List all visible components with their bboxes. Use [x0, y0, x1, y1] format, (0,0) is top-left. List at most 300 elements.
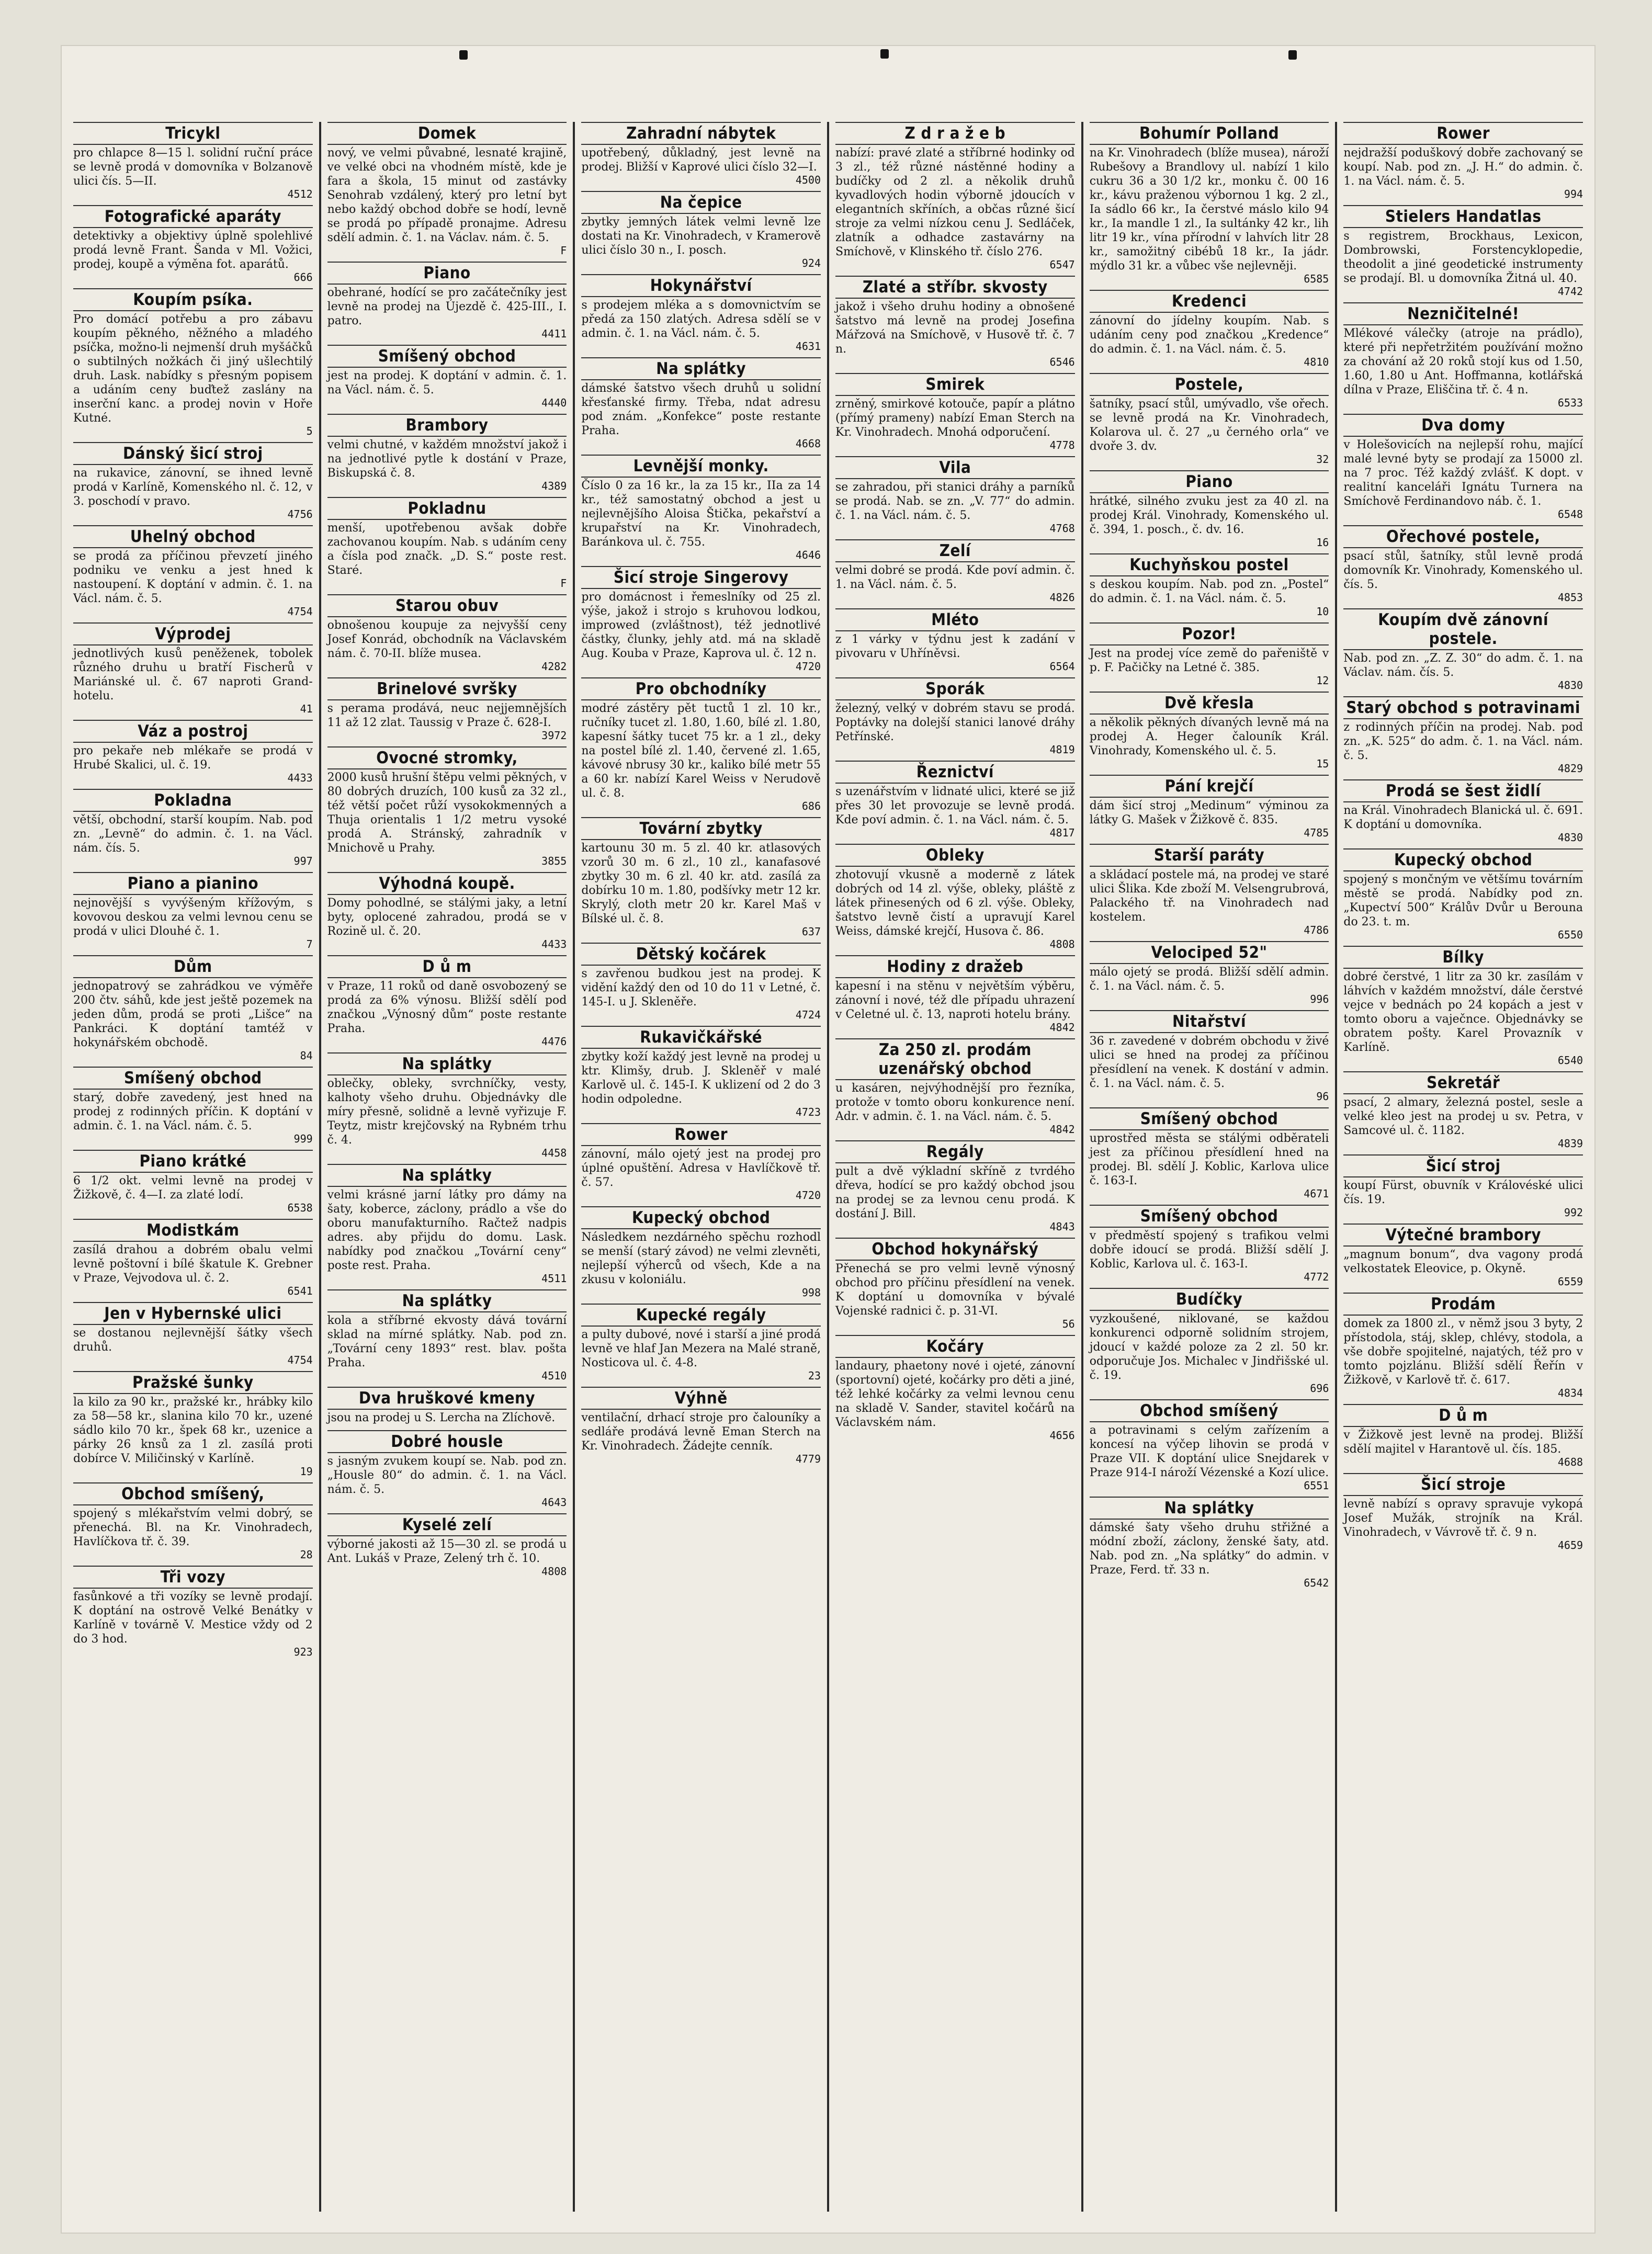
ad-text: z 1 várky v týdnu jest k zadání v pivovaru v Uhříněvsi.	[835, 633, 1075, 660]
ad-number: 923	[293, 1646, 313, 1658]
ad-number: 4754	[287, 1354, 313, 1366]
ad-text: levně nabízí s opravy spravuje vykopá Josef Mužák, strojník na Král. Vinohradech, v Vávrově tř. č. 9 n.	[1343, 1498, 1583, 1539]
ad-title: Sporák	[835, 677, 1075, 700]
classified-ad	[581, 677, 821, 812]
ad-number: 4742	[1557, 285, 1583, 298]
classified-ad	[327, 594, 567, 672]
ad-text: s jasným zvukem koupí se. Nab. pod zn. „Housle 80“ do admin. č. 1. na Václ. nám. č. 5.	[327, 1455, 567, 1496]
classified-ad	[1090, 553, 1329, 617]
ad-number: 6585	[1304, 273, 1329, 285]
ad-number: 15	[1316, 757, 1329, 770]
classified-ad	[1090, 1399, 1329, 1491]
ad-text: dobré čerstvé, 1 litr za 30 kr. zasílám v láhvích v každém množství, dále čerstvé vejce v bednách po 24 kopách a jest v tomto oboru a vaječnce. Objednávky se obratem pošty. Karel Provazník v Karlíně.	[1343, 970, 1583, 1054]
ad-text: ventilační, drhací stroje pro čalouníky a sedláře prodává levně Eman Sterch na Kr. Vinohradech. Žádejte cenník.	[581, 1411, 821, 1453]
ad-title: Z d r a ž e b	[835, 122, 1075, 145]
ad-text: la kilo za 90 kr., pražské kr., hrábky kilo za 58—58 kr., slanina kilo 70 kr., uzené sádlo kilo 70 kr., špek 68 kr., uzenice a párky 26 knsů za 1 zl. zasílá proti dobírce V. Miličinský v Karlíně.	[73, 1396, 313, 1465]
classified-ad	[1343, 608, 1583, 691]
ad-number: 4458	[541, 1147, 567, 1159]
ad-title: Obleky	[835, 844, 1075, 867]
ad-text: modré zástěry pět tuctů 1 zl. 10 kr., ručníky tucet zl. 1.80, 1.60, bílé zl. 1.80, kapesní šátky tucet 75 kr. a 1 zl., deky na postel bílé zl. 1.40, červené zl. 1.65, kávové nbrusy 30 kr., kaliko bílé metr 55 a 60 kr. nabízí Karel Weiss v Nerudově ul. č. 8.	[581, 702, 821, 800]
classified-ad	[1343, 414, 1583, 520]
classified-ad	[1343, 946, 1583, 1066]
ad-number: 4656	[1049, 1429, 1075, 1442]
binding-hole	[880, 49, 889, 59]
binding-hole	[459, 50, 468, 60]
classified-ad	[73, 122, 313, 200]
ad-title: Ovocné stromky,	[327, 746, 567, 769]
ad-text: nejdražší poduškový dobře zachovaný se koupí. Nab. pod zn. „J. H.“ do admin. č. 1. na Václ. nám. č. 5.	[1343, 146, 1583, 188]
ad-text: psací stůl, šatníky, stůl levně prodá domovník Kr. Vinohrady, Komenského ul. čís. 5.	[1343, 550, 1583, 591]
ad-title: Kupecké regály	[581, 1304, 821, 1327]
ad-number: 4785	[1304, 826, 1329, 839]
classified-ad	[581, 122, 821, 186]
ad-number: 4853	[1557, 591, 1583, 604]
classified-ad	[327, 1513, 567, 1577]
ad-text: jsou na prodej u S. Lercha na Zlíchově.	[327, 1411, 556, 1424]
ad-text: 2000 kusů hrušní štěpu velmi pěkných, v 80 dobrých druzích, 100 kusů za 32 zl., též větší počet růží vysokokmenných a Thuja orientalis 1 1/2 metru vysoké prodá A. Stránský, zahradník v Mnichově u Prahy.	[327, 771, 567, 855]
ad-number: 6542	[1304, 1577, 1329, 1589]
ad-text: psací, 2 almary, železná postel, sesle a velké kleo jest na prodej u sv. Petra, v Samcové ul. č. 1182.	[1343, 1096, 1583, 1137]
classified-ads-grid	[67, 122, 1589, 2212]
ad-text: „magnum bonum“, dva vagony prodá velkostatek Eleovice, p. Okyně.	[1343, 1248, 1583, 1275]
ad-number: 4433	[541, 938, 567, 950]
ad-number: 6540	[1557, 1054, 1583, 1067]
ad-text: s perama prodává, neuc nejjemnějších 11 až 12 zlat. Taussig v Praze č. 628-I.	[327, 702, 567, 729]
classified-ad	[835, 761, 1075, 839]
ad-title: Na splátky	[327, 1164, 567, 1187]
ad-title: Zahradní nábytek	[581, 122, 821, 145]
ad-number: 696	[1310, 1382, 1329, 1395]
ad-number: 6551	[1304, 1479, 1329, 1492]
classified-ad	[73, 525, 313, 617]
ad-number: 4511	[541, 1272, 567, 1285]
ad-title: Na splátky	[1090, 1497, 1329, 1520]
ad-text: se dostanou nejlevnější šátky všech druhů.	[73, 1327, 313, 1354]
classified-ad	[581, 455, 821, 561]
ad-number: 6564	[1049, 660, 1075, 673]
classified-ad	[581, 1026, 821, 1118]
classified-ad	[1090, 622, 1329, 686]
ad-title: Smirek	[835, 373, 1075, 396]
ad-text: z rodinných příčin na prodej. Nab. pod zn. „K. 525“ do adm. č. 1. na Václ. nám. č. 5.	[1343, 721, 1583, 762]
ad-title: Regály	[835, 1140, 1075, 1163]
ad-title: Dva hruškové kmeny	[327, 1387, 567, 1410]
classified-ad	[1343, 525, 1583, 603]
classified-ad	[1343, 205, 1583, 297]
ad-number: 4720	[795, 660, 821, 673]
ad-column	[573, 122, 827, 2212]
classified-ad	[581, 817, 821, 937]
ad-title: Sekretář	[1343, 1071, 1583, 1094]
classified-ad	[835, 1238, 1075, 1330]
ad-text: detektivky a objektivy úplně spolehlivé prodá levně Frant. Šanda v Ml. Vožici, prodej, koupě a výměna fot. aparátů.	[73, 230, 313, 271]
classified-ad	[1090, 470, 1329, 548]
ad-number: 4834	[1557, 1387, 1583, 1399]
ad-number: 4810	[1304, 356, 1329, 368]
ad-text: hrátké, silného zvuku jest za 40 zl. na prodej Král. Vinohrady, Komenského ul. č. 394, 1. posch., č. dv. 16.	[1089, 495, 1329, 536]
ad-title: Piano	[327, 262, 567, 285]
classified-ad	[1090, 290, 1329, 368]
ad-text: oblečky, obleky, svrchníčky, vesty, kalhoty všeho druhu. Objednávky dle míry přesně, solidně a levně vyřizuje F. Teytz, mistr krejčovský na Rybném trhu č. 4.	[327, 1077, 567, 1147]
ad-number: 637	[801, 925, 821, 938]
classified-ad	[73, 1219, 313, 1297]
ad-text: málo ojetý se prodá. Bližší sdělí admin. č. 1. na Václ. nám. č. 5.	[1089, 966, 1329, 993]
ad-number: 10	[1316, 605, 1329, 618]
ad-number: 4772	[1304, 1271, 1329, 1283]
ad-number: 3855	[541, 855, 567, 867]
ad-title: Šicí stroje	[1343, 1473, 1583, 1496]
ad-title: Prodá se šest židlí	[1343, 779, 1583, 802]
ad-text: a potravinami s celým zařízením a koncesí na výčep lihovin se prodá v Praze VII. K doptání ulice Snejdarek v Praze 914-I nároží Vézenské a Kozí ulice.	[1089, 1424, 1329, 1479]
ad-text: landaury, phaetony nové i ojeté, zánovní (sportovní) ojeté, kočárky pro děti a jiné, též lehké kočárky za velmi levnou cenu na skladě V. Sander, stavitel kočárů na Václavském nám.	[835, 1360, 1075, 1429]
classified-ad	[835, 539, 1075, 603]
ad-text: Pro domácí potřebu a pro zábavu koupím pěkného, něžného a mladého psíčka, možno-li nejmenší druh myšáčků o subtilných nožkách či jiný ušlechtilý druh. Lask. nabídky s přesným popisem a udáním ceny buďtež zaslány na inserční kanc. a prodej novin v Hoře Kutné.	[73, 313, 313, 425]
ad-number: 4282	[541, 660, 567, 673]
ad-title: D ů m	[1343, 1404, 1583, 1427]
ad-text: fasůnkové a tři vozíky se levně prodají. K doptání na ostrově Velké Benátky v Karlíně v továrně V. Mestice vždy od 2 do 3 hod.	[73, 1590, 313, 1646]
ad-title: Budíčky	[1090, 1288, 1329, 1311]
classified-ad	[327, 1387, 567, 1425]
ad-number: 4643	[541, 1496, 567, 1509]
ad-text: pro domácnost i řemeslníky od 25 zl. výše, jakož i strojo s kruhovou lodkou, improwed (zvláštnost), též jednotlivé částky, člunky, jehly atd. má na skladě Aug. Kouba v Praze, Kaprova ul. č. 12 n.	[581, 591, 821, 660]
ad-title: Pozor!	[1090, 622, 1329, 645]
ad-title: Šicí stroje Singerovy	[581, 566, 821, 589]
ad-text: pro pekaře neb mlékaře se prodá v Hrubé Skalici, ul. č. 19.	[73, 744, 313, 772]
ad-number: 4476	[541, 1035, 567, 1048]
ad-number: 19	[300, 1465, 313, 1478]
ad-number: 4411	[541, 327, 567, 340]
ad-number: 4646	[795, 549, 821, 561]
ad-text: velmi krásné jarní látky pro dámy na šaty, koberce, záclony, prádlo a vše do oboru manufakturního. Račtež nadpis adres. aby přijdu do domu. Lask. nabídky pod značkou „Tovární ceny“ poste rest. Praha.	[327, 1188, 567, 1272]
classified-ad	[1090, 941, 1329, 1005]
classified-ad	[73, 789, 313, 867]
classified-ad	[73, 1067, 313, 1145]
ad-number: 4688	[1557, 1456, 1583, 1468]
classified-ad	[73, 1566, 313, 1658]
classified-ad	[73, 205, 313, 283]
ad-number: 96	[1316, 1090, 1329, 1103]
classified-ad	[73, 288, 313, 437]
ad-number: 4659	[1557, 1539, 1583, 1551]
ad-text: Mlékové válečky (atroje na prádlo), které při nepřetržitém používání možno za chování až 20 roků stojí kus od 1.50, 1.60, 1.80 u Ant. Hoffmanna, kotlářská dílna v Praze, Eliščina tř. č. 4 n.	[1343, 327, 1583, 397]
ad-title: Tricykl	[73, 122, 313, 145]
ad-number: 6559	[1557, 1275, 1583, 1288]
ad-text: obehrané, hodící se pro začátečníky jest levně na prodej na Újezdě č. 425-III., I. patro.	[327, 286, 567, 327]
ad-number: 4768	[1049, 522, 1075, 535]
classified-ad	[835, 677, 1075, 755]
ad-number: 4778	[1049, 439, 1075, 451]
classified-ad	[1090, 844, 1329, 936]
classified-ad	[581, 357, 821, 449]
ad-title: Starou obuv	[327, 594, 567, 617]
ad-text: u kasáren, nejvýhodnější pro řezníka, protože v tomto oboru konkurence není. Adr. v admin. č. 1. na Václ. nám. č. 5.	[835, 1082, 1075, 1123]
ad-title: Smíšený obchod	[1090, 1107, 1329, 1130]
classified-ad	[581, 1304, 821, 1381]
ad-number: 666	[293, 271, 313, 284]
ad-title: Obchod smíšený	[1090, 1399, 1329, 1422]
ad-number: 28	[300, 1548, 313, 1561]
ad-title: Řeznictví	[835, 761, 1075, 784]
ad-text: Domy pohodlné, se stálými jaky, a letní byty, oplocené zahradou, prodá se v Rozině ul. č. 20.	[327, 897, 567, 938]
ad-text: jest na prodej. K doptání v admin. č. 1. na Václ. nám. č. 5.	[327, 369, 567, 397]
ad-text: větší, obchodní, starší koupím. Nab. pod zn. „Levně“ do admin. č. 1. na Václ. nám. čís. 5.	[73, 813, 313, 855]
ad-title: Piano krátké	[73, 1150, 313, 1173]
ad-title: Dva domy	[1343, 414, 1583, 437]
ad-title: Na čepice	[581, 191, 821, 214]
ad-title: Kupecký obchod	[1343, 848, 1583, 871]
classified-ad	[1343, 1293, 1583, 1399]
ad-number: 4723	[795, 1106, 821, 1118]
ad-title: Dánský šicí stroj	[73, 442, 313, 465]
ad-text: koupí Fürst, obuvník v Královéské ulici čís. 19.	[1343, 1179, 1583, 1206]
ad-text: na rukavice, zánovní, se ihned levně prodá v Karlíně, Komenského nl. č. 12, v 3. poschodí v pravo.	[73, 467, 313, 508]
ad-text: dámské šatstvo všech druhů u solidní křesťanské firmy. Třeba, ndat adresu pod znám. „Konfekce“ poste restante Praha.	[581, 382, 821, 437]
classified-ad	[73, 1482, 313, 1560]
ad-number: 7	[306, 938, 313, 950]
ad-number: 4843	[1049, 1220, 1075, 1233]
ad-number: 6550	[1557, 928, 1583, 941]
classified-ad	[327, 414, 567, 492]
ad-title: Ořechové postele,	[1343, 525, 1583, 548]
ad-number: 4754	[287, 605, 313, 618]
ad-text: menší, upotřebenou avšak dobře zachovanou koupím. Nab. s udáním ceny a čísla pod značk. „D. S.“ poste rest. Staré.	[327, 522, 567, 577]
ad-title: Výtečné brambory	[1343, 1224, 1583, 1247]
ad-number: 41	[300, 703, 313, 715]
ad-title: Piano a pianino	[73, 872, 313, 895]
ad-text: nabízí: pravé zlaté a stříbrné hodinky od 3 zl., též různé nástěnné hodiny a budíčky od 2 zl. a několik druhů kyvadlových hodin výborně jdoucích v elegantních skříních, a občas různé šicí stroje za velmi nízkou cenu J. Sedláček, zlatník a odhadce zastavárny na Smíchově, v Klinského tř. číslo 276.	[835, 146, 1075, 258]
ad-number: 6547	[1049, 258, 1075, 271]
ad-number: 4724	[795, 1009, 821, 1021]
ad-number: 4500	[795, 174, 821, 186]
ad-text: a několik pěkných dívaných levně má na prodej A. Heger čalouník Král. Vinohrady, Komenského ul. č. 5.	[1089, 716, 1329, 757]
ad-number: 4786	[1304, 924, 1329, 936]
ad-number: 6548	[1557, 508, 1583, 520]
ad-number: 997	[293, 855, 313, 867]
ad-text: na Král. Vinohradech Blanická ul. č. 691. K doptání u domovníka.	[1343, 804, 1583, 831]
ad-title: Tři vozy	[73, 1566, 313, 1589]
ad-text: Nab. pod zn. „Z. Z. 30“ do adm. č. 1. na Václav. nám. čís. 5.	[1343, 652, 1583, 679]
ad-title: Nezničitelné!	[1343, 302, 1583, 325]
ad-text: jednotlivých kusů peněženek, tobolek různého druhu u bratří Fischerů v Mariánské ul. č. 67 naproti Grand-hotelu.	[73, 647, 313, 703]
classified-ad	[581, 1387, 821, 1465]
classified-ad	[581, 274, 821, 352]
ad-number: 4779	[795, 1453, 821, 1465]
ad-text: zasílá drahou a dobrém obalu velmi levně poštovní i bílé škatule K. Grebner v Praze, Vejvodova ul. č. 2.	[73, 1243, 313, 1285]
classified-ad	[581, 566, 821, 672]
ad-title: Pro obchodníky	[581, 677, 821, 700]
classified-ad	[1090, 692, 1329, 769]
ad-text: spojený s mončným ve většímu továrním městě se prodá. Nabídky pod zn. „Kupectví 500“ Králův Dvůr u Berouna do 23. t. m.	[1343, 873, 1583, 928]
ad-title: D ů m	[327, 955, 567, 978]
ad-text: velmi dobré se prodá. Kde poví admin. č. 1. na Václ. nám. č. 5.	[835, 564, 1075, 591]
ad-title: Smíšený obchod	[1090, 1205, 1329, 1228]
ad-column	[319, 122, 573, 2212]
classified-ad	[835, 122, 1075, 270]
ad-text: zánovní do jídelny koupím. Nab. s udáním ceny pod značkou „Kredence“ do admin. č. 1. na Václ. nám. č. 5.	[1089, 314, 1329, 356]
ad-title: Váz a postroj	[73, 720, 313, 743]
ad-text: 6 1/2 okt. velmi levně na prodej v Žižkově, č. 4—I. za zlaté lodí.	[73, 1174, 313, 1202]
ad-title: Uhelný obchod	[73, 525, 313, 548]
classified-ad	[327, 497, 567, 589]
ad-text: Přenechá se pro velmi levně výnosný obchod pro příčinu přesídlení na venek. K doptání u domovníka v bývalé Vojenské radnici č. p. 31-VI.	[835, 1262, 1075, 1318]
classified-ad	[581, 191, 821, 269]
classified-ad	[327, 746, 567, 867]
ad-number: 84	[300, 1049, 313, 1062]
classified-ad	[73, 1302, 313, 1366]
ad-number: 992	[1564, 1206, 1583, 1219]
ad-text: pro chlapce 8—15 l. solidní ruční práce se levně prodá v domovníka v Bolzanově ulici čís. 5—II.	[73, 146, 313, 188]
ad-text: vyzkoušené, niklované, se každou konkurenci odporně solidním strojem, jdoucí v každé poloze za 2 zl. 50 kr. odporučuje Jos. Michalec v Jindřišské ul. č. 19.	[1089, 1312, 1329, 1382]
ad-title: Kyselé zelí	[327, 1513, 567, 1536]
ad-title: Dům	[73, 955, 313, 978]
ad-number: 4440	[541, 397, 567, 409]
ad-title: Smíšený obchod	[327, 345, 567, 368]
ad-number: 4756	[287, 508, 313, 520]
ad-text: kartounu 30 m. 5 zl. 40 kr. atlasových vzorů 30 m. 6 zl., 10 zl., kanafasové zbytky 30 m. 6 zl. 40 kr. atd. zasílá za dobírku 10 m. 1.80, podšívky metr 12 kr. Skrylý, cloth metr 20 kr. Karel Maš v Bílské ul. č. 8.	[581, 842, 821, 925]
ad-text: s uzenářstvím v lidnaté ulici, které se již přes 30 let provozuje se levně prodá. Kde poví admin. č. 1. na Václ. nám. č. 5.	[835, 785, 1075, 826]
ad-title: Koupím dvě zánovní postele.	[1343, 608, 1583, 650]
ad-text: nový, ve velmi půvabné, lesnaté krajině, ve velké obci na vhodném místě, kde je fara a škola, 15 minut od zastávky Senohrab vzdálený, který pro letní byt nebo každý obchod dobře se hodí, levně se prodá po případě pronajme. Adresu sdělí admin. č. 1. na Václav. nám. č. 5.	[327, 146, 567, 244]
ad-title: Postele,	[1090, 373, 1329, 396]
ad-title: Fotografické aparáty	[73, 205, 313, 228]
ad-number: 6541	[287, 1285, 313, 1297]
classified-ad	[327, 677, 567, 741]
ad-text: šatníky, psací stůl, umývadlo, vše ořech. se levně prodá na Kr. Vinohradech, Kolarova ul. č. 27 „u černého orla“ ve dvoře 3. dv.	[1089, 398, 1329, 453]
ad-number: 998	[801, 1286, 821, 1299]
ad-title: Pražské šunky	[73, 1371, 313, 1394]
ad-title: Za 250 zl. prodám uzenářský obchod	[835, 1038, 1075, 1080]
ad-text: zánovní, málo ojetý jest na prodej pro úplné opuštění. Adresa v Havlíčkově tř. č. 57.	[581, 1148, 821, 1189]
ad-number: 4829	[1557, 762, 1583, 775]
ad-text: v Žižkově jest levně na prodej. Bližší sdělí majitel v Harantově ul. čís. 185.	[1343, 1429, 1583, 1456]
ad-column	[827, 122, 1081, 2212]
ad-text: a pulty dubové, nové i starší a jiné prodá levně ve hlaf Jan Mezera na Malé straně, Nosticova ul. č. 4-8.	[581, 1328, 821, 1369]
ad-number: 4817	[1049, 826, 1075, 839]
ad-text: jakož i všeho druhu hodiny a obnošené šatstvo má levně na prodej Josefina Mářzová na Smíchově, v Husově tř. č. 7 n.	[835, 300, 1075, 356]
ad-text: upotřebený, důkladný, jest levně na prodej. Bližší v Kaprové ulici číslo 32—I.	[581, 146, 821, 174]
classified-ad	[1090, 373, 1329, 465]
ad-title: Domek	[327, 122, 567, 145]
ad-number: 56	[1062, 1318, 1075, 1330]
ad-title: Smíšený obchod	[73, 1067, 313, 1090]
ad-number: 994	[1564, 188, 1583, 200]
classified-ad	[73, 720, 313, 784]
ad-text: železný, velký v dobrém stavu se prodá. Poptávky na dolejší stanici lanové dráhy Petřínské.	[835, 702, 1075, 743]
ad-number: 4720	[795, 1189, 821, 1202]
ad-title: Výprodej	[73, 622, 313, 645]
ad-number: 4830	[1557, 831, 1583, 844]
classified-ad	[73, 872, 313, 950]
ad-text: kapesní i na stěnu v největším výběru, zánovní i nové, též dle případu uhrazení v Celetné ul. č. 13, naproti hotelu brány.	[835, 980, 1075, 1021]
ad-text: Následkem nezdárného spěchu rozhodl se menší (starý závod) ne velmi zlevněti, nejlepší výherců od všech, Kde a na zkusu v koloniálu.	[581, 1231, 821, 1286]
ad-title: Kupecký obchod	[581, 1206, 821, 1229]
ad-number: 32	[1316, 453, 1329, 466]
ad-number: 4433	[287, 772, 313, 784]
ad-text: na Kr. Vinohradech (blíže musea), nároží Rubešovy a Brandlovy ul. nabízí 1 kilo cukru 36 a 30 1/2 kr., monku č. 00 16 kr., kávu praženou výbornou 1 kg. 2 zl., Ia sádlo 66 kr., Ia čerstvé máslo kilo 94 kr., Ia mandle 1 zl., Ia sultánky 42 kr., lih litr 19 kr., vína přírodní v lahvích litr 28 kr., samožitný cibébů 18 kr., Ia jádr. mýdlo 31 kr. a vůbec vše nejlevněji.	[1089, 146, 1329, 273]
ad-text: jednopatrový se zahrádkou ve výměře 200 čtv. sáhů, kde jest ještě pozemek na jeden dům, prodá se proti „Lišce“ na Pankráci. K doptání tamtéž v hokynářském obchodě.	[73, 980, 313, 1049]
ad-text: s prodejem mléka a s domovnictvím se předá za 150 zlatých. Adresa sdělí se v admin. č. 1. na Václ. nám. č. 5.	[581, 299, 821, 340]
classified-ad	[1343, 848, 1583, 941]
classified-ad	[327, 122, 567, 256]
ad-number: 4819	[1049, 743, 1075, 756]
ad-number: 6538	[287, 1202, 313, 1214]
ad-title: Jen v Hybernské ulici	[73, 1302, 313, 1325]
ad-number: 16	[1316, 536, 1329, 549]
classified-ad	[835, 1140, 1075, 1232]
ad-text: 36 r. zavedené v dobrém obchodu v živé ulici se hned na prodej za příčinou přesídlení na venek. K dostání v admin. č. 1. na Václ. nám. č. 5.	[1089, 1035, 1329, 1090]
classified-ad	[835, 608, 1075, 672]
ad-column	[67, 122, 319, 2212]
classified-ad	[835, 955, 1075, 1033]
classified-ad	[73, 622, 313, 715]
classified-ad	[1343, 1154, 1583, 1218]
classified-ad	[1343, 122, 1583, 200]
ad-title: Obchod smíšený,	[73, 1482, 313, 1505]
ad-text: se zahradou, při stanici dráhy a parníků se prodá. Nab. se zn. „V. 77“ do admin. č. 1. na Václ. nám. č. 5.	[835, 481, 1075, 522]
ad-text: v Holešovicích na nejlepší rohu, mající malé levné byty se prodají za 15000 zl. na 7 proc. Též každý zvlášť. K dopt. v realitní kanceláři Ignátu Turnera na Smíchově Ferdinandovo náb. č. 1.	[1343, 438, 1583, 508]
ad-text: pult a dvě výkladní skříně z tvrdého dřeva, hodící se pro každý obchod jsou na prodej se za levnou cenu prodá. K dostání J. Bill.	[835, 1165, 1075, 1220]
ad-text: starý, dobře zavedený, jest hned na prodej z rodinných příčin. K doptání v admin. č. 1. na Václ. nám. č. 5.	[73, 1091, 313, 1132]
ad-number: 4830	[1557, 679, 1583, 692]
classified-ad	[1343, 779, 1583, 843]
ad-title: Výhně	[581, 1387, 821, 1410]
classified-ad	[327, 1164, 567, 1284]
ad-title: Stielers Handatlas	[1343, 205, 1583, 228]
ad-text: výborné jakosti až 15—30 zl. se prodá u Ant. Lukáš v Praze, Zelený trh č. 10.	[327, 1538, 567, 1565]
classified-ad	[835, 373, 1075, 451]
ad-number: 999	[293, 1132, 313, 1145]
ad-number: 23	[808, 1369, 821, 1382]
ad-title: Šicí stroj	[1343, 1154, 1583, 1177]
ad-number: 4510	[541, 1369, 567, 1382]
ad-text: velmi chutné, v každém množství jakož i na jednotlivé pytle k dostání v Praze, Biskupská č. 8.	[327, 438, 567, 480]
ad-title: Hokynářství	[581, 274, 821, 297]
ad-number: 3972	[541, 729, 567, 742]
ad-text: obnošenou koupuje za nejvyšší ceny Josef Konrád, obchodník na Václavském nám. č. 70-II. blíže musea.	[327, 619, 567, 660]
ad-title: Tovární zbytky	[581, 817, 821, 840]
classified-ad	[327, 955, 567, 1047]
ad-text: se prodá za příčinou převzetí jiného podniku ve venku a jest hned k nastoupení. K doptání v admin. č. 1. na Václ. nám. č. 5.	[73, 550, 313, 605]
ad-text: zbytky jemných látek velmi levně lze dostati na Kr. Vinohradech, v Kramerově ulici číslo 30 n., I. posch.	[581, 216, 821, 257]
ad-text: domek za 1800 zl., v němž jsou 3 byty, 2 přístodola, stáj, sklep, chlévy, stodola, a vše dobře spojitelné, najatých, též pro v tomto pojzlánu. Bližší sdělí Řeřín v Žižkově, v Karlově tř. č. 617.	[1343, 1317, 1583, 1387]
ad-number: 924	[801, 257, 821, 269]
ad-title: Bílky	[1343, 946, 1583, 969]
classified-ad	[327, 1052, 567, 1159]
classified-ad	[581, 943, 821, 1021]
classified-ad	[581, 1123, 821, 1201]
ad-title: Vila	[835, 456, 1075, 479]
ad-title: Výhodná koupě.	[327, 872, 567, 895]
ad-text: v Praze, 11 roků od daně osvobozený se prodá za 6% výnosu. Bližší sdělí pod značkou „Výnosný dům“ poste restante Praha.	[327, 980, 567, 1035]
ad-number: 686	[801, 800, 821, 812]
ad-number: 4512	[287, 188, 313, 200]
ad-title: Velociped 52"	[1090, 941, 1329, 964]
ad-number: F	[560, 244, 567, 257]
ad-text: kola a stříbrné ekvosty dává tovární sklad na mírné splátky. Nab. pod zn. „Tovární ceny 1893“ rest. blav. pošta Praha.	[327, 1314, 567, 1369]
ad-title: Mléto	[835, 608, 1075, 631]
ad-text: zbytky koží každý jest levně na prodej u ktr. Klimšy, drub. J. Skleněř v malé Karlově ul. č. 145-I. K uklizení od 2 do 3 hodin odpoledne.	[581, 1050, 821, 1106]
ad-title: Pokladna	[73, 789, 313, 812]
ad-number: 4842	[1049, 1123, 1075, 1136]
ad-text: spojený s mlékařstvím velmi dobrý, se přenechá. Bl. na Kr. Vinohradech, Havlíčkova tř. č. 39.	[73, 1507, 313, 1548]
ad-title: Brinelové svršky	[327, 677, 567, 700]
ad-number: 4668	[795, 437, 821, 450]
ad-title: Kredenci	[1090, 290, 1329, 313]
ad-number: 4842	[1049, 1021, 1075, 1034]
binding-hole	[1288, 50, 1297, 60]
ad-number: 4839	[1557, 1137, 1583, 1150]
ad-text: nejnovější s vyvýšeným křížovým, s kovovou deskou za velmi levnou cenu se prodá v ulici Dlouhé č. 1.	[73, 897, 313, 938]
